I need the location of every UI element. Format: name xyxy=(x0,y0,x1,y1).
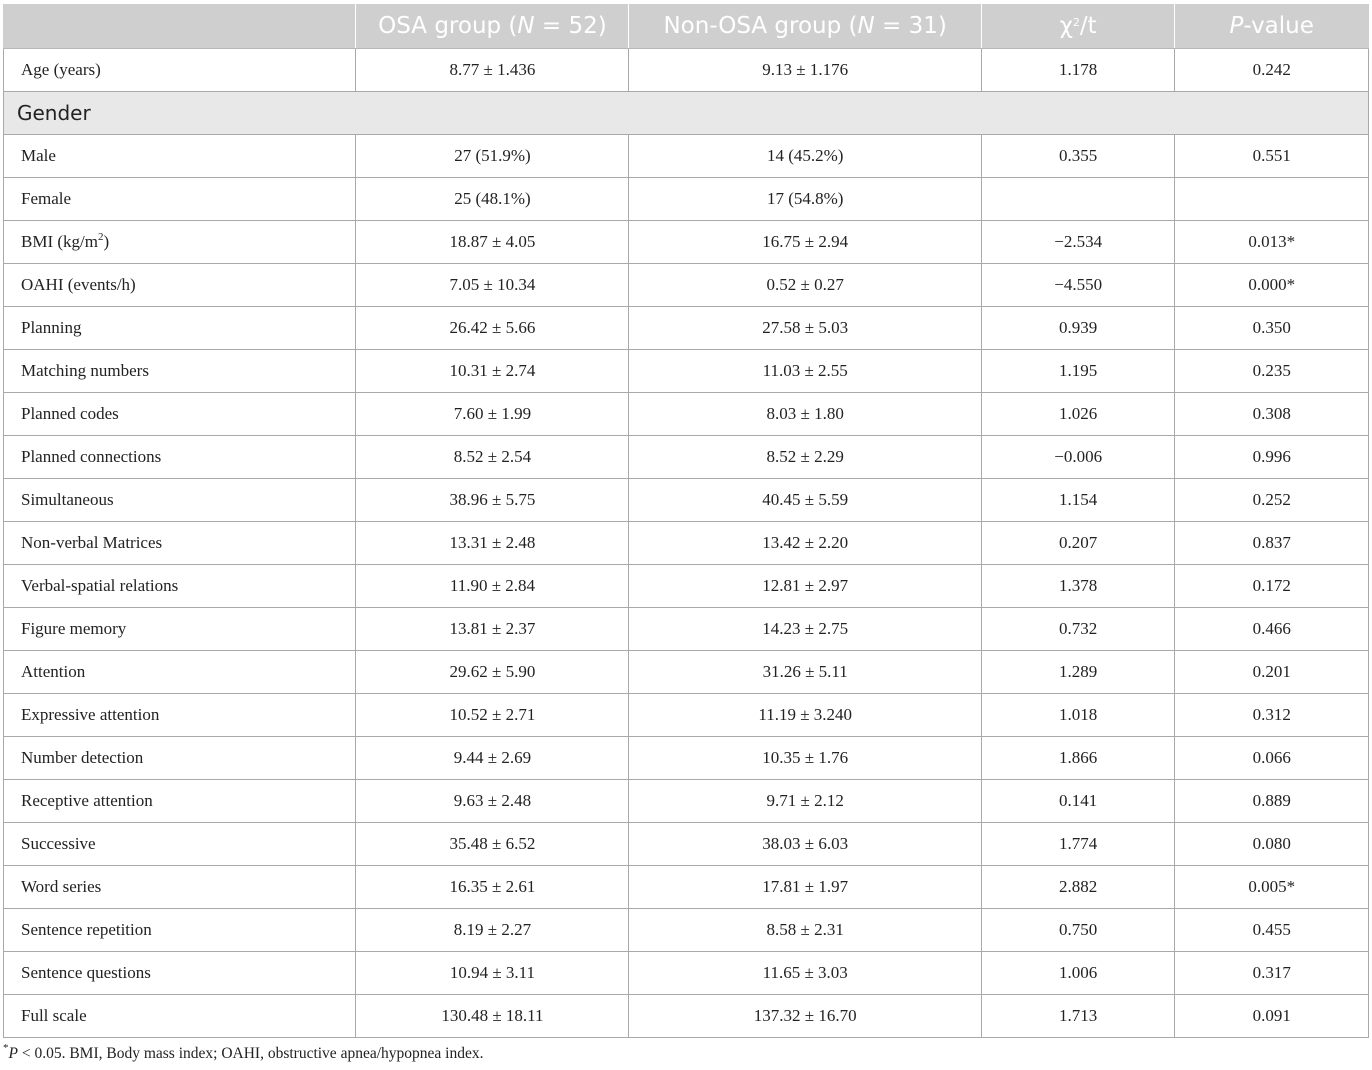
row-label: Female xyxy=(4,178,356,221)
row-label: Planning xyxy=(4,307,356,350)
cell-osa: 25 (48.1%) xyxy=(356,178,629,221)
cell-osa: 35.48 ± 6.52 xyxy=(356,823,629,866)
cell-statistic: 1.178 xyxy=(981,49,1175,92)
header-non-osa-group xyxy=(629,4,981,49)
row-label: Age (years) xyxy=(4,49,356,92)
cell-non-osa: 11.19 ± 3.240 xyxy=(629,694,981,737)
cell-p-value: 0.252 xyxy=(1175,479,1369,522)
cell-osa: 29.62 ± 5.90 xyxy=(356,651,629,694)
row-label: Word series xyxy=(4,866,356,909)
header-non-osa-n: N xyxy=(857,13,875,39)
cell-osa: 8.52 ± 2.54 xyxy=(356,436,629,479)
cell-osa: 9.44 ± 2.69 xyxy=(356,737,629,780)
cell-p-value: 0.889 xyxy=(1175,780,1369,823)
footnote-star: * xyxy=(3,1042,9,1054)
table-row xyxy=(4,995,1369,1038)
table-row xyxy=(4,221,1369,264)
table-row xyxy=(4,307,1369,350)
cell-statistic: 1.154 xyxy=(981,479,1175,522)
bmi-label-post: ) xyxy=(103,232,110,251)
cell-p-value xyxy=(1175,178,1369,221)
cell-non-osa: 137.32 ± 16.70 xyxy=(629,995,981,1038)
row-label: Attention xyxy=(4,651,356,694)
cell-p-value: 0.242 xyxy=(1175,49,1369,92)
header-osa-n: N xyxy=(517,13,535,39)
cell-p-value: 0.235 xyxy=(1175,350,1369,393)
header-row xyxy=(4,4,1369,49)
footnote-text: < 0.05. BMI, Body mass index; OAHI, obstructive apnea/hypopnea index. xyxy=(17,1045,484,1062)
cell-osa: 9.63 ± 2.48 xyxy=(356,780,629,823)
bmi-label-pre: BMI (kg/m xyxy=(21,232,98,251)
cell-p-value: 0.201 xyxy=(1175,651,1369,694)
row-label: Successive xyxy=(4,823,356,866)
cell-osa: 38.96 ± 5.75 xyxy=(356,479,629,522)
header-osa-post: = 52) xyxy=(534,13,607,39)
cell-p-value: 0.350 xyxy=(1175,307,1369,350)
row-label: Sentence questions xyxy=(4,952,356,995)
header-stat-sup: 2 xyxy=(1072,16,1080,29)
cell-non-osa: 27.58 ± 5.03 xyxy=(629,307,981,350)
table-row xyxy=(4,350,1369,393)
header-variable xyxy=(4,4,356,49)
cell-statistic: −0.006 xyxy=(981,436,1175,479)
cell-statistic: 1.195 xyxy=(981,350,1175,393)
header-stat-post: /t xyxy=(1079,13,1097,39)
row-label: Full scale xyxy=(4,995,356,1038)
cell-statistic xyxy=(981,178,1175,221)
cell-statistic: 2.882 xyxy=(981,866,1175,909)
table-row xyxy=(4,264,1369,307)
row-label: Receptive attention xyxy=(4,780,356,823)
header-p-value xyxy=(1175,4,1369,49)
cell-non-osa: 8.03 ± 1.80 xyxy=(629,393,981,436)
cell-p-value: 0.317 xyxy=(1175,952,1369,995)
cell-statistic: 1.378 xyxy=(981,565,1175,608)
table-row xyxy=(4,823,1369,866)
table-row xyxy=(4,651,1369,694)
row-label: Sentence repetition xyxy=(4,909,356,952)
cell-non-osa: 17.81 ± 1.97 xyxy=(629,866,981,909)
cell-p-value: 0.455 xyxy=(1175,909,1369,952)
cell-p-value: 0.091 xyxy=(1175,995,1369,1038)
cell-osa: 130.48 ± 18.11 xyxy=(356,995,629,1038)
table-row xyxy=(4,608,1369,651)
cell-statistic: 1.774 xyxy=(981,823,1175,866)
cell-osa: 7.05 ± 10.34 xyxy=(356,264,629,307)
row-label: Planned codes xyxy=(4,393,356,436)
cell-osa: 13.31 ± 2.48 xyxy=(356,522,629,565)
row-label: Expressive attention xyxy=(4,694,356,737)
footnote-p: P xyxy=(8,1045,18,1062)
table-row xyxy=(4,178,1369,221)
row-label: Male xyxy=(4,135,356,178)
cell-non-osa: 17 (54.8%) xyxy=(629,178,981,221)
cell-non-osa: 11.65 ± 3.03 xyxy=(629,952,981,995)
cell-non-osa: 9.13 ± 1.176 xyxy=(629,49,981,92)
cell-non-osa: 11.03 ± 2.55 xyxy=(629,350,981,393)
cell-osa: 10.94 ± 3.11 xyxy=(356,952,629,995)
cell-statistic: 0.732 xyxy=(981,608,1175,651)
table-row xyxy=(4,49,1369,92)
cell-non-osa: 12.81 ± 2.97 xyxy=(629,565,981,608)
cell-osa: 18.87 ± 4.05 xyxy=(356,221,629,264)
cell-p-value: 0.837 xyxy=(1175,522,1369,565)
table-body xyxy=(4,49,1369,1038)
row-label: Verbal-spatial relations xyxy=(4,565,356,608)
row-label: Non-verbal Matrices xyxy=(4,522,356,565)
cell-osa: 10.52 ± 2.71 xyxy=(356,694,629,737)
row-label: Number detection xyxy=(4,737,356,780)
cell-non-osa: 14 (45.2%) xyxy=(629,135,981,178)
table-row xyxy=(4,479,1369,522)
cell-osa: 7.60 ± 1.99 xyxy=(356,393,629,436)
table-row xyxy=(4,694,1369,737)
cell-p-value: 0.308 xyxy=(1175,393,1369,436)
cell-p-value: 0.005* xyxy=(1175,866,1369,909)
table-row xyxy=(4,909,1369,952)
table-row xyxy=(4,952,1369,995)
header-osa-pre: OSA group ( xyxy=(378,13,518,39)
cell-p-value: 0.172 xyxy=(1175,565,1369,608)
cell-p-value: 0.466 xyxy=(1175,608,1369,651)
cell-non-osa: 10.35 ± 1.76 xyxy=(629,737,981,780)
cell-non-osa: 31.26 ± 5.11 xyxy=(629,651,981,694)
header-p: P xyxy=(1229,13,1244,39)
cell-non-osa: 16.75 ± 2.94 xyxy=(629,221,981,264)
cell-statistic: 0.207 xyxy=(981,522,1175,565)
table-footnote xyxy=(3,1042,484,1063)
table-row xyxy=(4,436,1369,479)
cell-osa: 26.42 ± 5.66 xyxy=(356,307,629,350)
header-osa-group xyxy=(356,4,629,49)
row-label xyxy=(4,221,356,264)
table-row xyxy=(4,393,1369,436)
cell-statistic: −2.534 xyxy=(981,221,1175,264)
cell-p-value: 0.996 xyxy=(1175,436,1369,479)
cell-non-osa: 8.58 ± 2.31 xyxy=(629,909,981,952)
group-row xyxy=(4,92,1369,135)
cell-osa: 16.35 ± 2.61 xyxy=(356,866,629,909)
cell-statistic: 0.939 xyxy=(981,307,1175,350)
results-table-container xyxy=(3,4,1369,1038)
cell-statistic: −4.550 xyxy=(981,264,1175,307)
cell-non-osa: 38.03 ± 6.03 xyxy=(629,823,981,866)
cell-osa: 8.19 ± 2.27 xyxy=(356,909,629,952)
cell-non-osa: 8.52 ± 2.29 xyxy=(629,436,981,479)
cell-osa: 13.81 ± 2.37 xyxy=(356,608,629,651)
cell-non-osa: 13.42 ± 2.20 xyxy=(629,522,981,565)
cell-non-osa: 14.23 ± 2.75 xyxy=(629,608,981,651)
row-label: OAHI (events/h) xyxy=(4,264,356,307)
cell-osa: 10.31 ± 2.74 xyxy=(356,350,629,393)
cell-osa: 11.90 ± 2.84 xyxy=(356,565,629,608)
header-stat-base: χ xyxy=(1059,13,1073,39)
cell-statistic: 1.026 xyxy=(981,393,1175,436)
table-row xyxy=(4,135,1369,178)
cell-statistic: 1.006 xyxy=(981,952,1175,995)
header-non-osa-post: = 31) xyxy=(874,13,947,39)
comparison-table xyxy=(3,4,1369,1038)
cell-statistic: 1.018 xyxy=(981,694,1175,737)
cell-statistic: 0.355 xyxy=(981,135,1175,178)
cell-p-value: 0.080 xyxy=(1175,823,1369,866)
table-row xyxy=(4,866,1369,909)
bmi-label-sup: 2 xyxy=(97,231,104,243)
cell-statistic: 0.141 xyxy=(981,780,1175,823)
cell-p-value: 0.000* xyxy=(1175,264,1369,307)
cell-p-value: 0.066 xyxy=(1175,737,1369,780)
table-header xyxy=(4,4,1369,49)
table-row xyxy=(4,780,1369,823)
cell-non-osa: 9.71 ± 2.12 xyxy=(629,780,981,823)
row-label: Simultaneous xyxy=(4,479,356,522)
cell-statistic: 1.289 xyxy=(981,651,1175,694)
table-row xyxy=(4,737,1369,780)
cell-statistic: 1.866 xyxy=(981,737,1175,780)
cell-non-osa: 40.45 ± 5.59 xyxy=(629,479,981,522)
table-row xyxy=(4,565,1369,608)
cell-p-value: 0.551 xyxy=(1175,135,1369,178)
cell-statistic: 0.750 xyxy=(981,909,1175,952)
table-row xyxy=(4,522,1369,565)
header-statistic xyxy=(981,4,1175,49)
cell-osa: 8.77 ± 1.436 xyxy=(356,49,629,92)
row-label: Planned connections xyxy=(4,436,356,479)
group-label: Gender xyxy=(4,92,1369,135)
cell-non-osa: 0.52 ± 0.27 xyxy=(629,264,981,307)
cell-osa: 27 (51.9%) xyxy=(356,135,629,178)
cell-p-value: 0.013* xyxy=(1175,221,1369,264)
cell-statistic: 1.713 xyxy=(981,995,1175,1038)
header-p-post: -value xyxy=(1243,13,1314,39)
header-non-osa-pre: Non-OSA group ( xyxy=(663,13,858,39)
cell-p-value: 0.312 xyxy=(1175,694,1369,737)
row-label: Matching numbers xyxy=(4,350,356,393)
row-label: Figure memory xyxy=(4,608,356,651)
